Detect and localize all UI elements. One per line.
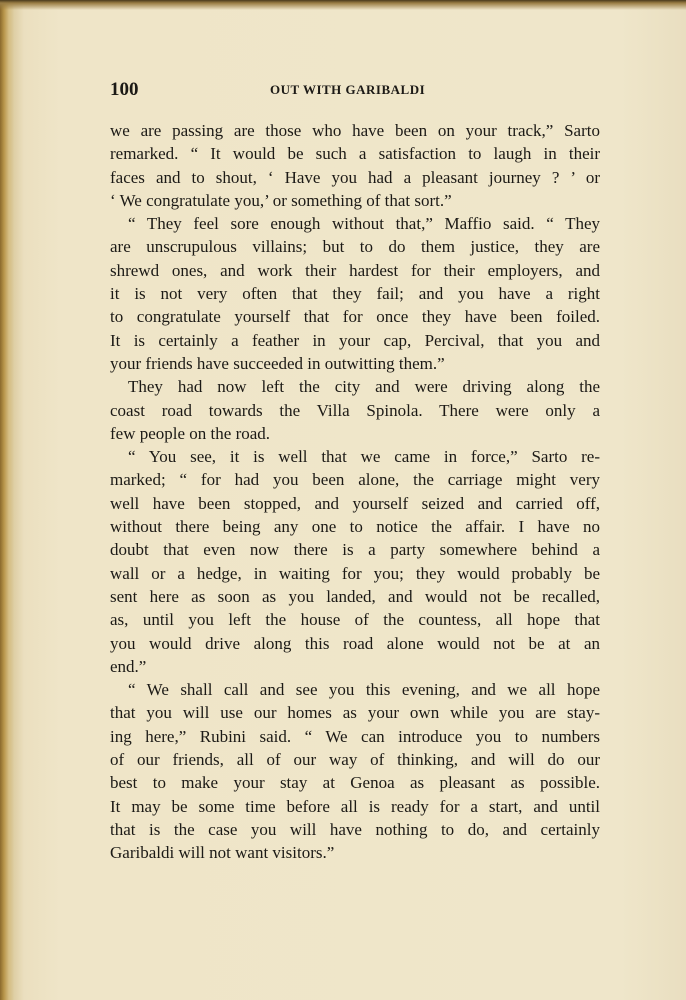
text-line: to congratulate yourself that for once they have been foiled. (110, 307, 600, 327)
body-text (110, 119, 600, 865)
text-line: best to make your stay at Genoa as pleasant as possible. (110, 773, 600, 793)
text-line: shrewd ones, and work their hardest for their employers, and (110, 260, 600, 280)
text-line: without there being any one to notice the affair. I have no (110, 517, 600, 537)
text-line: “ They feel sore enough without that,” Maffio said. “ They (128, 214, 600, 234)
text-line: sent here as soon as you landed, and would not be recalled, (110, 586, 600, 606)
text-line: of our friends, all of our way of thinking, and will do our (110, 750, 600, 770)
text-line: marked; “ for had you been alone, the carriage might very (110, 470, 600, 490)
text-line: your friends have succeeded in outwitting them.” (110, 353, 445, 373)
running-header (110, 79, 600, 101)
text-line: that you will use our homes as your own while you are stay- (110, 703, 600, 723)
text-line: end.” (110, 656, 147, 676)
text-line: They had now left the city and were driving along the (128, 377, 600, 397)
text-line: we are passing are those who have been on your track,” Sarto (110, 121, 600, 140)
text-line: are unscrupulous villains; but to do them justice, they are (110, 237, 600, 257)
text-line: as, until you left the house of the countess, all hope that (110, 610, 600, 630)
text-line: few people on the road. (110, 423, 271, 443)
text-line: It may be some time before all is ready for a start, and until (110, 796, 600, 816)
text-line: coast road towards the Villa Spinola. There were only a (110, 400, 600, 420)
text-line: ing here,” Rubini said. “ We can introduce you to numbers (110, 726, 600, 746)
page-top-edge (0, 0, 686, 10)
text-line: It is certainly a feather in your cap, Percival, that you and (110, 330, 600, 350)
text-line: it is not very often that they fail; and you have a right (110, 284, 600, 304)
text-line: wall or a hedge, in waiting for you; they would probably be (110, 563, 600, 583)
text-line: remarked. “ It would be such a satisfaction to laugh in their (110, 144, 600, 164)
text-line: well have been stopped, and yourself seized and carried off, (110, 493, 600, 513)
running-title: OUT WITH GARIBALDI (270, 82, 426, 97)
text-line: you would drive along this road alone would not be at an (110, 633, 600, 653)
book-spine-edge (0, 0, 14, 1000)
text-line: that is the case you will have nothing to do, and certainly (110, 819, 600, 839)
page-number: 100 (110, 79, 139, 100)
text-line: faces and to shout, ‘ Have you had a pleasant journey ? ’ or (110, 167, 600, 187)
text-line: ‘ We congratulate you,’ or something of that sort.” (110, 190, 452, 210)
text-line: Garibaldi will not want visitors.” (110, 843, 335, 863)
text-line: doubt that even now there is a party somewhere behind a (110, 540, 600, 560)
text-line: “ You see, it is well that we came in force,” Sarto re- (128, 447, 600, 467)
text-line: “ We shall call and see you this evening, and we all hope (128, 680, 600, 700)
